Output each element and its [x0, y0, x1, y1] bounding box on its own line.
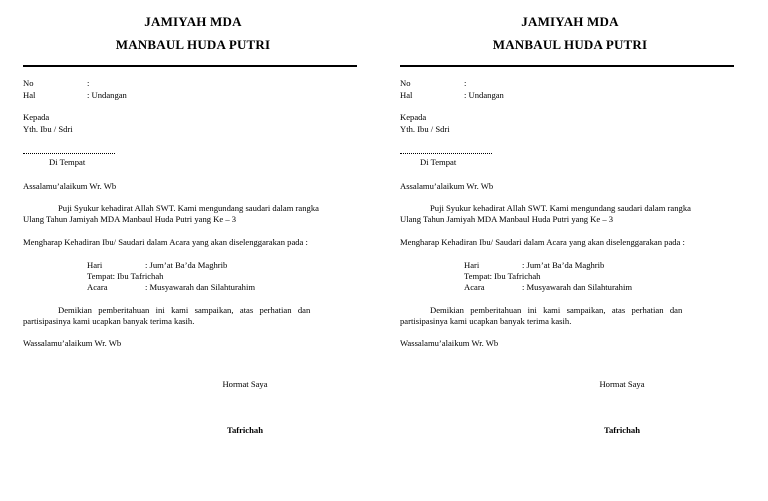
acara-label: Acara [87, 282, 108, 292]
recipient-dotted-line [400, 147, 492, 154]
body-paragraph-1-line1: Puji Syukur kehadirat Allah SWT. Kami mengundang saudari dalam rangka [430, 203, 691, 213]
recipient-dotted-line [23, 147, 115, 154]
opening-greeting: Assalamu’alaikum Wr. Wb [23, 181, 117, 191]
opening-greeting: Assalamu’alaikum Wr. Wb [400, 181, 494, 191]
kepada-label: Kepada [23, 112, 50, 122]
signer-name: Tafrichah [227, 425, 263, 435]
hari-value: : Jum’at Ba’da Maghrib [522, 260, 605, 270]
hari-label: Hari [87, 260, 103, 270]
closing-paragraph-line2: partisipasinya kami ucapkan banyak terima kasih. [23, 316, 195, 326]
body-paragraph-1-line2: Ulang Tahun Jamiyah MDA Manbaul Huda Putri yang Ke – 3 [23, 214, 237, 224]
closing-paragraph-line1: Demikian pemberitahuan ini kami sampaikan, atas perhatian dan [58, 305, 311, 315]
signer-name: Tafrichah [604, 425, 640, 435]
no-colon: : [87, 78, 90, 88]
invitation-letter-right [400, 0, 736, 501]
event-tempat-row: Tempat: Ibu Tafrichah [464, 271, 541, 281]
closing-greeting: Wassalamu’alaikum Wr. Wb [400, 338, 499, 348]
letter-header-sub: MANBAUL HUDA PUTRI [492, 37, 648, 52]
letter-header-org: JAMIYAH MDA [144, 14, 242, 29]
no-label: No [400, 78, 411, 88]
header-divider [400, 65, 734, 67]
hormat-saya: Hormat Saya [599, 379, 645, 389]
no-colon: : [464, 78, 467, 88]
recipient-line: Yth. Ibu / Sdri [23, 124, 73, 134]
recipient-line: Yth. Ibu / Sdri [400, 124, 450, 134]
acara-value: : Musyawarah dan Silahturahim [145, 282, 256, 292]
event-tempat-row: Tempat: Ibu Tafrichah [87, 271, 164, 281]
body-paragraph-1-line1: Puji Syukur kehadirat Allah SWT. Kami mengundang saudari dalam rangka [58, 203, 319, 213]
body-paragraph-1-line2: Ulang Tahun Jamiyah MDA Manbaul Huda Putri yang Ke – 3 [400, 214, 614, 224]
header-divider [23, 65, 357, 67]
body-paragraph-2: Mengharap Kehadiran Ibu/ Saudari dalam Acara yang akan diselenggarakan pada : [400, 237, 685, 247]
hal-label: Hal [23, 90, 36, 100]
no-label: No [23, 78, 34, 88]
hormat-saya: Hormat Saya [222, 379, 268, 389]
closing-greeting: Wassalamu’alaikum Wr. Wb [23, 338, 122, 348]
letter-header-org: JAMIYAH MDA [521, 14, 619, 29]
body-paragraph-2: Mengharap Kehadiran Ibu/ Saudari dalam Acara yang akan diselenggarakan pada : [23, 237, 308, 247]
invitation-letter-left [23, 0, 359, 501]
di-tempat: Di Tempat [49, 157, 86, 167]
letter-header-sub: MANBAUL HUDA PUTRI [115, 37, 271, 52]
hal-label: Hal [400, 90, 413, 100]
hari-label: Hari [464, 260, 480, 270]
di-tempat: Di Tempat [420, 157, 457, 167]
acara-label: Acara [464, 282, 485, 292]
hari-value: : Jum’at Ba’da Maghrib [145, 260, 228, 270]
kepada-label: Kepada [400, 112, 427, 122]
hal-value: : Undangan [464, 90, 504, 100]
closing-paragraph-line1: Demikian pemberitahuan ini kami sampaikan, atas perhatian dan [430, 305, 683, 315]
closing-paragraph-line2: partisipasinya kami ucapkan banyak terima kasih. [400, 316, 572, 326]
hal-value: : Undangan [87, 90, 127, 100]
acara-value: : Musyawarah dan Silahturahim [522, 282, 633, 292]
